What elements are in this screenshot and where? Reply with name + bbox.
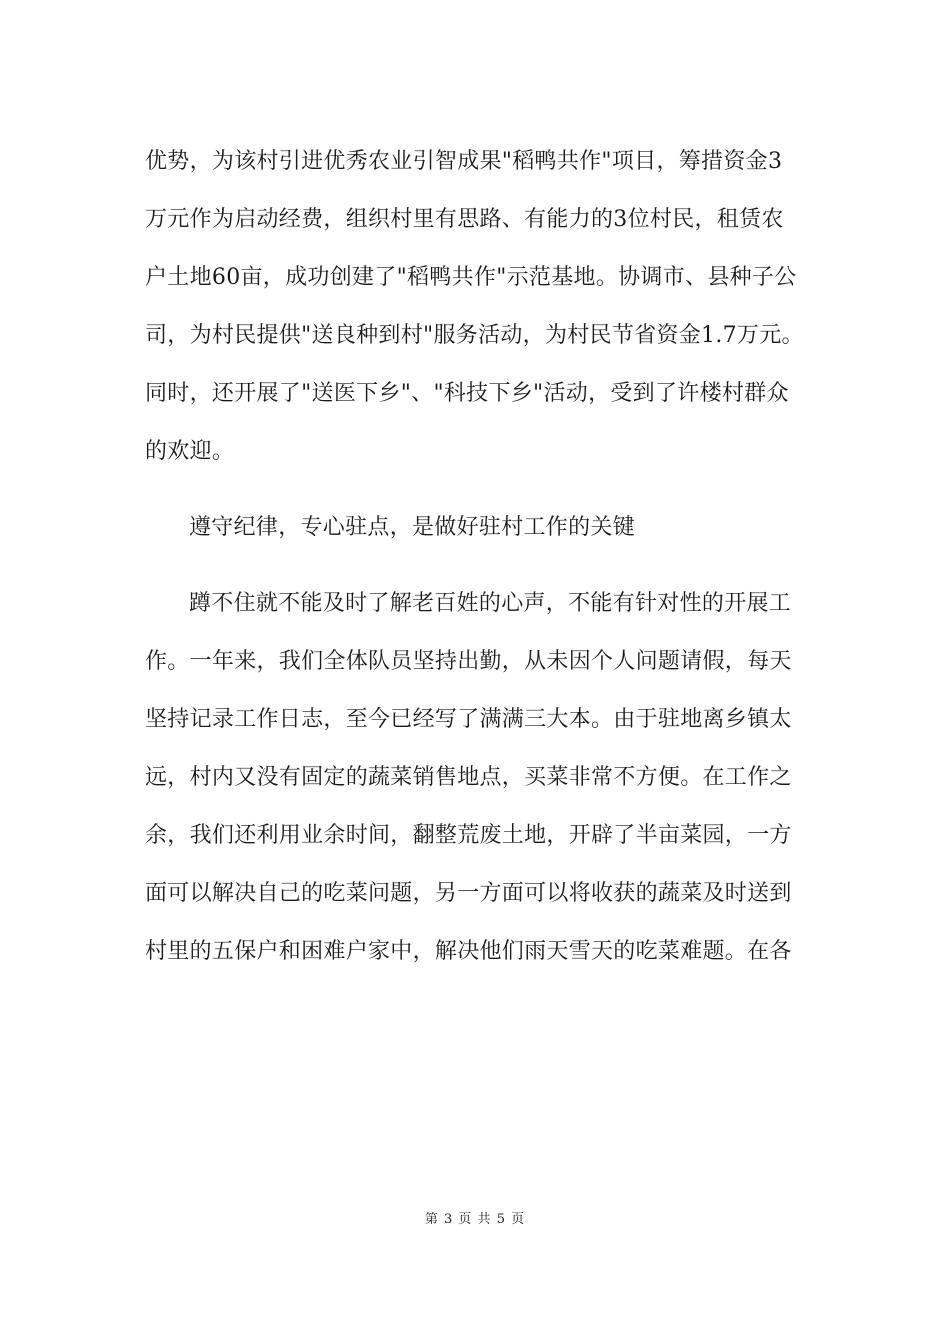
text-line: 远，村内又没有固定的蔬菜销售地点，买菜非常不方便。在工作之 (145, 765, 792, 790)
text-line: 优势，为该村引进优秀农业引智成果"稻鸭共作"项目，筹措资金3 (145, 149, 783, 174)
text-line: 户土地60亩，成功创建了"稻鸭共作"示范基地。协调市、县种子公 (145, 265, 797, 290)
document-body (145, 133, 825, 981)
text-line: 余，我们还利用业余时间，翻整荒废土地，开辟了半亩菜园，一方 (145, 823, 792, 848)
paragraph-spacer (145, 481, 825, 499)
text-line: 万元作为启动经费，组织村里有思路、有能力的3位村民，租赁农 (145, 207, 784, 232)
text-line: 同时，还开展了"送医下乡"、"科技下乡"活动，受到了许楼村群众 (145, 381, 789, 406)
paragraph-2 (145, 575, 825, 981)
paragraph-1 (145, 133, 825, 481)
paragraph-spacer (145, 557, 825, 575)
text-line: 蹲不住就不能及时了解老百姓的心声，不能有针对性的开展工 (189, 591, 792, 616)
text-line: 坚持记录工作日志，至今已经写了满满三大本。由于驻地离乡镇太 (145, 707, 792, 732)
section-heading: 遵守纪律，专心驻点，是做好驻村工作的关键 (189, 515, 636, 540)
page-number-footer: 第 3 页 共 5 页 (424, 1212, 526, 1227)
text-line: 作。一年来，我们全体队员坚持出勤，从未因个人问题请假，每天 (145, 649, 792, 674)
text-line: 的欢迎。 (145, 439, 235, 464)
text-line: 面可以解决自己的吃菜问题，另一方面可以将收获的蔬菜及时送到 (145, 881, 792, 906)
text-line: 村里的五保户和困难户家中，解决他们雨天雪天的吃菜难题。在各 (145, 939, 792, 964)
text-line: 司，为村民提供"送良种到村"服务活动，为村民节省资金1.7万元。 (145, 323, 804, 348)
